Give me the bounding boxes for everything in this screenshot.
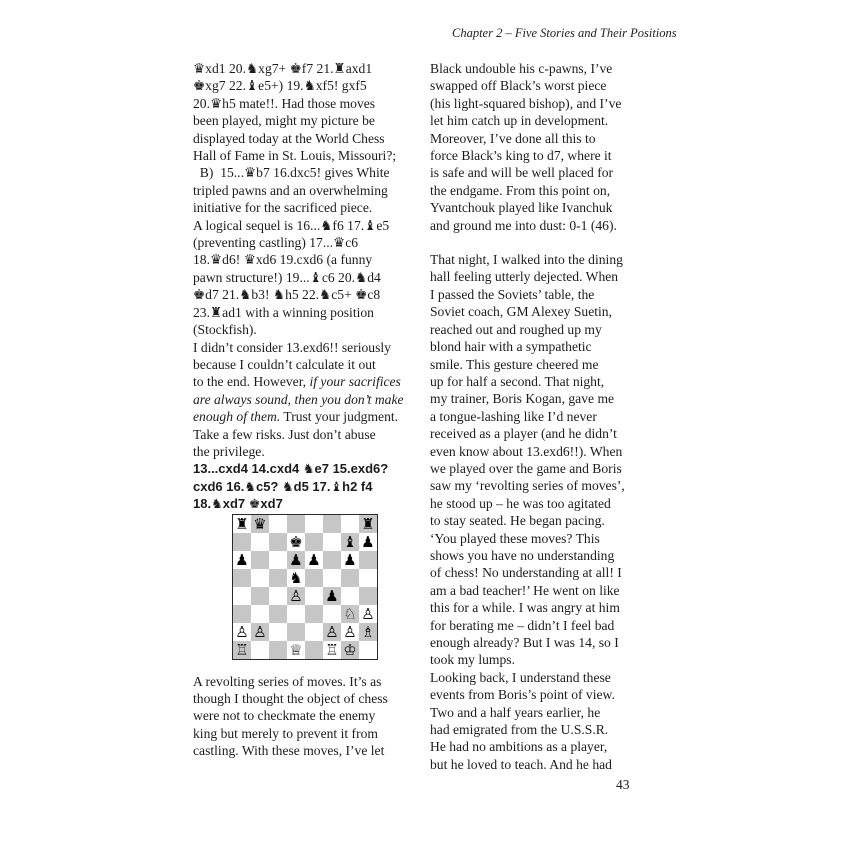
square-b4	[251, 587, 269, 605]
square-b7	[251, 533, 269, 551]
square-g2	[341, 623, 359, 641]
text-line: 18.♛d6! ♛xd6 19.cxd6 (a funny	[193, 252, 373, 268]
text-line: 13...cxd4 14.cxd4 ♞e7 15.exd6?	[193, 461, 389, 477]
text-line: 23.♜ad1 with a winning position	[193, 304, 374, 320]
text-line: had emigrated from the U.S.S.R.	[430, 722, 609, 738]
square-c3	[269, 605, 287, 623]
square-g4	[341, 587, 359, 605]
square-c1	[269, 641, 287, 659]
black-pawn-icon: ♟	[307, 551, 321, 569]
square-d6	[287, 551, 305, 569]
text-line: ♚d7 21.♞b3! ♞h5 22.♞c5+ ♚c8	[193, 287, 381, 303]
black-pawn-icon: ♟	[343, 551, 357, 569]
text-line: is safe and will be well placed for	[430, 165, 614, 181]
left-text-block-2	[193, 673, 423, 760]
square-g5	[341, 569, 359, 587]
text-line: to stay seated. He began pacing.	[430, 513, 605, 529]
black-pawn-icon: ♟	[361, 533, 375, 551]
left-text-block-1	[193, 60, 423, 513]
white-pawn-icon: ♙	[325, 623, 339, 641]
text-line: (Stockfish).	[193, 322, 257, 338]
square-b2	[251, 623, 269, 641]
text-line: I didn’t consider 13.exd6!! seriously	[193, 339, 391, 355]
right-text-block-1	[430, 60, 660, 234]
text-line: force Black’s king to d7, where it	[430, 148, 612, 164]
black-queen-icon: ♛	[253, 515, 267, 533]
text-line: 18.♞xd7 ♚xd7	[193, 496, 283, 512]
square-c2	[269, 623, 287, 641]
text-line: and ground me into dust: 0-1 (46).	[430, 217, 617, 233]
text-line: smile. This gesture cheered me	[430, 356, 599, 372]
square-f7	[323, 533, 341, 551]
text-line: Take a few risks. Just don’t abuse	[193, 426, 376, 442]
text-line: this for a while. I was angry at him	[430, 600, 620, 616]
text-line: he stood up – he was too agitated	[430, 495, 611, 511]
white-pawn-icon: ♙	[253, 623, 267, 641]
text-line: but he loved to teach. And he had	[430, 756, 612, 772]
square-a4	[233, 587, 251, 605]
white-queen-icon: ♕	[289, 641, 303, 659]
square-e7	[305, 533, 323, 551]
text-line: for berating me – didn’t I feel bad	[430, 617, 615, 633]
text-line: up for half a second. That night,	[430, 373, 605, 389]
square-d8	[287, 515, 305, 533]
square-f2	[323, 623, 341, 641]
square-g1	[341, 641, 359, 659]
square-a5	[233, 569, 251, 587]
square-f1	[323, 641, 341, 659]
text-line: A logical sequel is 16...♞f6 17.♝e5	[193, 217, 390, 233]
text-line: initiative for the sacrificed piece.	[193, 200, 373, 216]
square-b8	[251, 515, 269, 533]
white-king-icon: ♔	[343, 641, 357, 659]
text-line: a tongue-lashing like I’d never	[430, 408, 597, 424]
white-rook-icon: ♖	[325, 641, 339, 659]
text-line: of chess! No understanding at all! I	[430, 565, 622, 581]
square-e4	[305, 587, 323, 605]
white-pawn-icon: ♙	[343, 623, 357, 641]
square-d5	[287, 569, 305, 587]
square-g6	[341, 551, 359, 569]
square-g8	[341, 515, 359, 533]
white-pawn-icon: ♙	[361, 605, 375, 623]
right-text-block-2	[430, 251, 660, 773]
text-line: enough already? But I was 14, so I	[430, 635, 619, 650]
text-line: let him catch up in development.	[430, 113, 609, 129]
text-line: swapped off Black’s worst piece	[430, 78, 607, 94]
square-h4	[359, 587, 377, 605]
square-h2	[359, 623, 377, 641]
text-line: are always sound, then you don’t make	[193, 391, 404, 407]
square-a1	[233, 641, 251, 659]
square-d2	[287, 623, 305, 641]
text-line: Black undouble his c-pawns, I’ve	[430, 61, 613, 76]
square-c8	[269, 515, 287, 533]
text-line: we played over the game and Boris	[430, 460, 622, 476]
text-line: events from Boris’s point of view.	[430, 687, 615, 703]
square-h1	[359, 641, 377, 659]
text-line: That night, I walked into the dining	[430, 252, 623, 268]
square-e3	[305, 605, 323, 623]
square-h3	[359, 605, 377, 623]
square-e6	[305, 551, 323, 569]
white-rook-icon: ♖	[235, 641, 249, 659]
text-line: 20.♛h5 mate!!. Had those moves	[193, 95, 376, 111]
square-b6	[251, 551, 269, 569]
square-g7	[341, 533, 359, 551]
text-line: (preventing castling) 17...♛c6	[193, 235, 359, 251]
black-pawn-icon: ♟	[325, 587, 339, 605]
text-line: were not to checkmate the enemy	[193, 708, 376, 724]
text-line: Yvantchouk played like Ivanchuk	[430, 200, 613, 216]
text-line: pawn structure!) 19...♝c6 20.♞d4	[193, 269, 381, 285]
text-line: reached out and roughed up my	[430, 321, 602, 337]
square-e5	[305, 569, 323, 587]
white-knight-icon: ♘	[343, 605, 357, 623]
page-number: 43	[616, 777, 630, 792]
square-b5	[251, 569, 269, 587]
text-line: Soviet coach, GM Alexey Suetin,	[430, 304, 612, 320]
text-line: castling. With these moves, I’ve let	[193, 743, 385, 759]
text-line: hall feeling utterly dejected. When	[430, 269, 619, 285]
text-line: the privilege.	[193, 443, 265, 459]
text-line: ♚xg7 22.♝e5+) 19.♞xf5! gxf5	[193, 78, 367, 94]
square-b1	[251, 641, 269, 659]
white-bishop-icon: ♗	[361, 623, 375, 641]
text-line: the endgame. From this point on,	[430, 182, 611, 198]
text-line: took my lumps.	[430, 652, 515, 668]
text-line: even know about 13.exd6!!). When	[430, 443, 623, 459]
square-c5	[269, 569, 287, 587]
square-c7	[269, 533, 287, 551]
text-line: ♛xd1 20.♞xg7+ ♚f7 21.♜axd1	[193, 61, 373, 76]
square-a3	[233, 605, 251, 623]
square-b3	[251, 605, 269, 623]
text-line: I passed the Soviets’ table, the	[430, 286, 595, 302]
black-pawn-icon: ♟	[235, 551, 249, 569]
text-line: shows you have no understanding	[430, 547, 615, 563]
square-g3	[341, 605, 359, 623]
text-line: though I thought the object of chess	[193, 690, 388, 706]
text-line: Moreover, I’ve done all this to	[430, 130, 596, 146]
square-f4	[323, 587, 341, 605]
square-h5	[359, 569, 377, 587]
text-line: king but merely to prevent it from	[193, 725, 378, 741]
text-line: because I couldn’t calculate it out	[193, 356, 376, 372]
text-line: enough of them. Trust your judgment.	[193, 409, 399, 425]
text-line: B) 15...♛b7 16.dxc5! gives White	[193, 165, 390, 181]
white-pawn-icon: ♙	[235, 623, 249, 641]
square-h6	[359, 551, 377, 569]
running-head: Chapter 2 – Five Stories and Their Positions	[452, 26, 677, 40]
text-line: am a bad teacher!’ He went on like	[430, 582, 620, 598]
text-line: displayed today at the World Chess	[193, 130, 385, 146]
square-e8	[305, 515, 323, 533]
text-line: Hall of Fame in St. Louis, Missouri?;	[193, 148, 397, 164]
square-f3	[323, 605, 341, 623]
text-line: He had no ambitions as a player,	[430, 739, 608, 755]
square-d1	[287, 641, 305, 659]
text-line: Looking back, I understand these	[430, 669, 611, 685]
square-e2	[305, 623, 323, 641]
chess-diagram	[232, 514, 378, 660]
square-f5	[323, 569, 341, 587]
square-d3	[287, 605, 305, 623]
square-d7	[287, 533, 305, 551]
square-d4	[287, 587, 305, 605]
text-line: Two and a half years earlier, he	[430, 704, 601, 720]
square-h8	[359, 515, 377, 533]
right-column	[430, 60, 660, 773]
square-h7	[359, 533, 377, 551]
square-c6	[269, 551, 287, 569]
square-a8	[233, 515, 251, 533]
square-e1	[305, 641, 323, 659]
square-f6	[323, 551, 341, 569]
square-a2	[233, 623, 251, 641]
square-f8	[323, 515, 341, 533]
text-line: tripled pawns and an overwhelming	[193, 182, 388, 198]
black-pawn-icon: ♟	[289, 551, 303, 569]
black-bishop-icon: ♝	[343, 533, 357, 551]
black-king-icon: ♚	[289, 533, 303, 551]
text-line: my trainer, Boris Kogan, gave me	[430, 391, 615, 407]
text-line: received as a player (and he didn’t	[430, 426, 617, 442]
text-line: cxd6 16.♞c5? ♞d5 17.♝h2 f4	[193, 478, 373, 494]
text-line: (his light-squared bishop), and I’ve	[430, 95, 622, 111]
text-line: to the end. However, if your sacrifices	[193, 374, 401, 390]
text-line: been played, might my picture be	[193, 113, 375, 129]
white-pawn-icon: ♙	[289, 587, 303, 605]
square-a7	[233, 533, 251, 551]
black-knight-icon: ♞	[289, 569, 303, 587]
text-line: A revolting series of moves. It’s as	[193, 673, 382, 689]
text-line: ‘You played these moves? This	[430, 530, 600, 546]
square-a6	[233, 551, 251, 569]
black-rook-icon: ♜	[235, 515, 249, 533]
text-line: saw my ‘revolting series of moves’,	[430, 478, 625, 494]
black-rook-icon: ♜	[361, 515, 375, 533]
square-c4	[269, 587, 287, 605]
text-line: blond hair with a sympathetic	[430, 339, 592, 355]
